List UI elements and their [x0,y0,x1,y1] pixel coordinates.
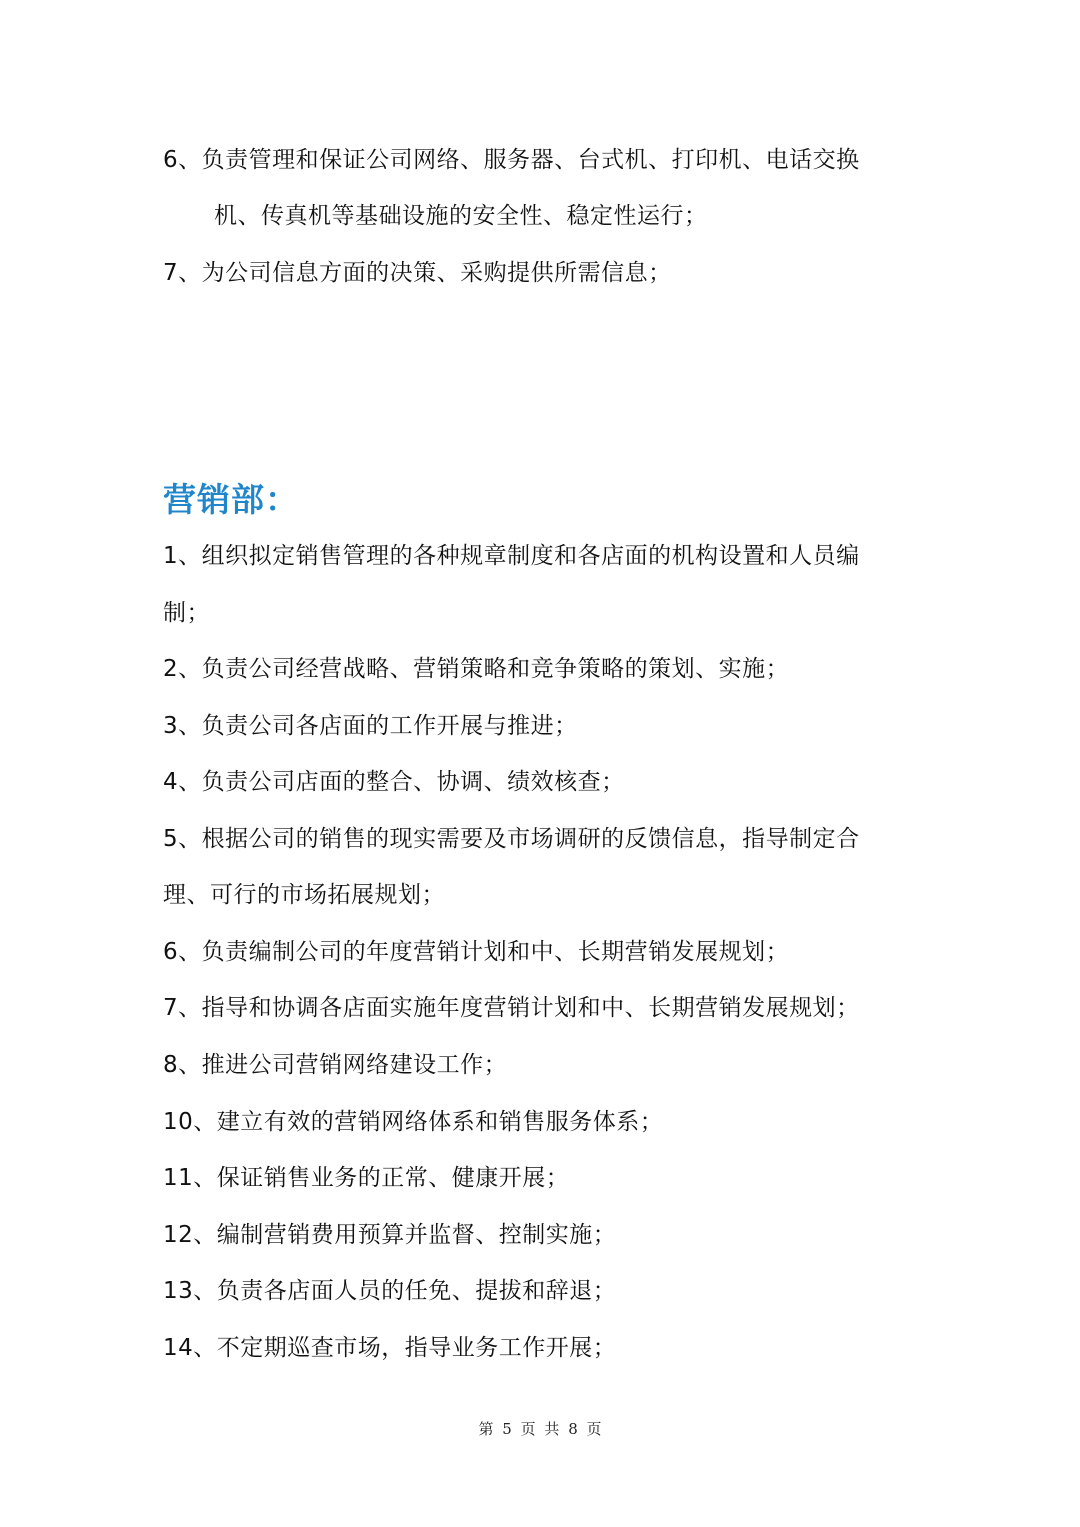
list-item: 7、指导和协调各店面实施年度营销计划和中、长期营销发展规划； [163,995,860,1021]
list-item: 13、负责各店面人员的任免、提拔和辞退； [163,1278,617,1304]
list-item-continuation: 机、传真机等基础设施的安全性、稳定性运行； [214,203,708,229]
list-item: 14、不定期巡查市场，指导业务工作开展； [163,1335,617,1361]
list-item: 2、负责公司经营战略、营销策略和竞争策略的策划、实施； [163,656,790,682]
list-item: 1、组织拟定销售管理的各种规章制度和各店面的机构设置和人员编 [163,543,860,569]
list-item-continuation: 理、可行的市场拓展规划； [163,882,445,908]
footer-total-pages: 8 [568,1420,578,1438]
list-item: 11、保证销售业务的正常、健康开展； [163,1165,570,1191]
list-item-continuation: 制； [163,600,210,626]
list-item: 4、负责公司店面的整合、协调、绩效核查； [163,769,625,795]
list-item: 10、建立有效的营销网络体系和销售服务体系； [163,1109,664,1135]
list-item: 6、负责编制公司的年度营销计划和中、长期营销发展规划； [163,939,790,965]
list-item: 12、编制营销费用预算并监督、控制实施； [163,1222,617,1248]
footer-page-word: 页 [520,1420,536,1438]
footer-suffix: 页 [586,1420,602,1438]
list-item: 5、根据公司的销售的现实需要及市场调研的反馈信息，指导制定合 [163,826,860,852]
footer-total-word: 共 [544,1420,560,1438]
footer-prefix: 第 [478,1420,494,1438]
list-item: 3、负责公司各店面的工作开展与推进； [163,713,578,739]
list-item: 7、为公司信息方面的决策、采购提供所需信息； [163,260,672,286]
list-item: 6、负责管理和保证公司网络、服务器、台式机、打印机、电话交换 [163,147,860,173]
page-footer [0,1418,1080,1440]
list-item: 8、推进公司营销网络建设工作； [163,1052,508,1078]
section-heading: 营销部： [163,480,299,519]
footer-current-page: 5 [502,1420,512,1438]
